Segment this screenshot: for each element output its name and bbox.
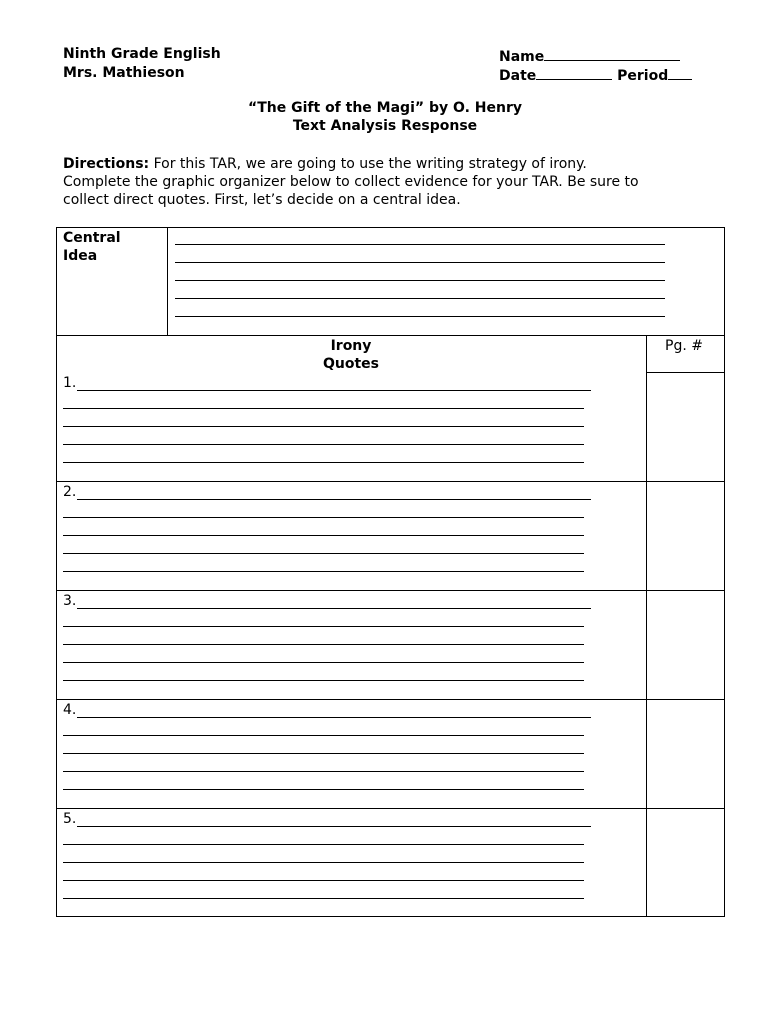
- directions-text-3: collect direct quotes. First, let’s decide on a central idea.: [63, 192, 461, 208]
- quote-line: [63, 735, 584, 736]
- quote-line: [63, 898, 584, 899]
- quote-number-4: 4.: [63, 702, 77, 718]
- date-label: Date: [499, 68, 537, 84]
- graphic-organizer-table: [56, 227, 725, 917]
- row-border: [56, 699, 725, 700]
- quote-line: [63, 662, 584, 663]
- central-idea-line: [175, 262, 665, 263]
- central-label-line-1: Central: [63, 230, 121, 246]
- quote-line: [63, 426, 584, 427]
- quote-line: [77, 608, 591, 609]
- row-border: [56, 590, 725, 591]
- page-header-bottom-border: [646, 372, 725, 373]
- name-label: Name: [499, 49, 545, 65]
- date-blank: [536, 65, 612, 80]
- quote-number-2: 2.: [63, 484, 77, 500]
- central-idea-label: [63, 229, 121, 265]
- central-idea-bottom-border: [56, 335, 725, 336]
- quote-line: [63, 517, 584, 518]
- directions: [63, 155, 743, 209]
- central-label-line-2: Idea: [63, 248, 98, 264]
- irony-header-line-2: Quotes: [322, 356, 379, 372]
- quote-line: [63, 862, 584, 863]
- quote-line: [63, 571, 584, 572]
- page-subtitle: Text Analysis Response: [292, 118, 478, 134]
- quote-line: [77, 499, 591, 500]
- quote-line: [63, 771, 584, 772]
- irony-header-line-1: Irony: [330, 338, 372, 354]
- teacher-name: Mrs. Mathieson: [63, 65, 185, 81]
- quote-number-5: 5.: [63, 811, 77, 827]
- irony-quotes-header: [56, 337, 646, 373]
- quote-line: [63, 844, 584, 845]
- quote-line: [63, 644, 584, 645]
- central-idea-divider: [167, 227, 168, 335]
- period-label: Period: [617, 68, 669, 84]
- quote-line: [63, 535, 584, 536]
- page-title: “The Gift of the Magi” by O. Henry: [248, 100, 522, 116]
- quote-line: [63, 553, 584, 554]
- quote-line: [77, 826, 591, 827]
- quote-number-1: 1.: [63, 375, 77, 391]
- quote-line: [63, 880, 584, 881]
- page-column-divider: [646, 335, 647, 917]
- course-name: Ninth Grade English: [63, 46, 221, 62]
- central-idea-line: [175, 316, 665, 317]
- central-idea-line: [175, 280, 665, 281]
- quote-line: [63, 680, 584, 681]
- page-number-header: Pg. #: [665, 338, 703, 354]
- name-field: [499, 46, 680, 65]
- quote-line: [63, 444, 584, 445]
- quote-line: [63, 626, 584, 627]
- period-blank: [668, 65, 692, 80]
- quote-line: [63, 753, 584, 754]
- quote-line: [63, 462, 584, 463]
- quote-line: [77, 390, 591, 391]
- central-idea-line: [175, 298, 665, 299]
- directions-text-1: For this TAR, we are going to use the writing strategy of irony.: [149, 156, 587, 172]
- directions-text-2: Complete the graphic organizer below to collect evidence for your TAR. Be sure to: [63, 174, 639, 190]
- central-idea-line: [175, 244, 665, 245]
- date-period-field: [499, 65, 692, 84]
- row-border: [56, 481, 725, 482]
- quote-line: [77, 717, 591, 718]
- directions-label: Directions:: [63, 156, 150, 172]
- quote-number-3: 3.: [63, 593, 77, 609]
- name-blank: [544, 46, 680, 61]
- quote-line: [63, 408, 584, 409]
- quote-line: [63, 789, 584, 790]
- row-border: [56, 808, 725, 809]
